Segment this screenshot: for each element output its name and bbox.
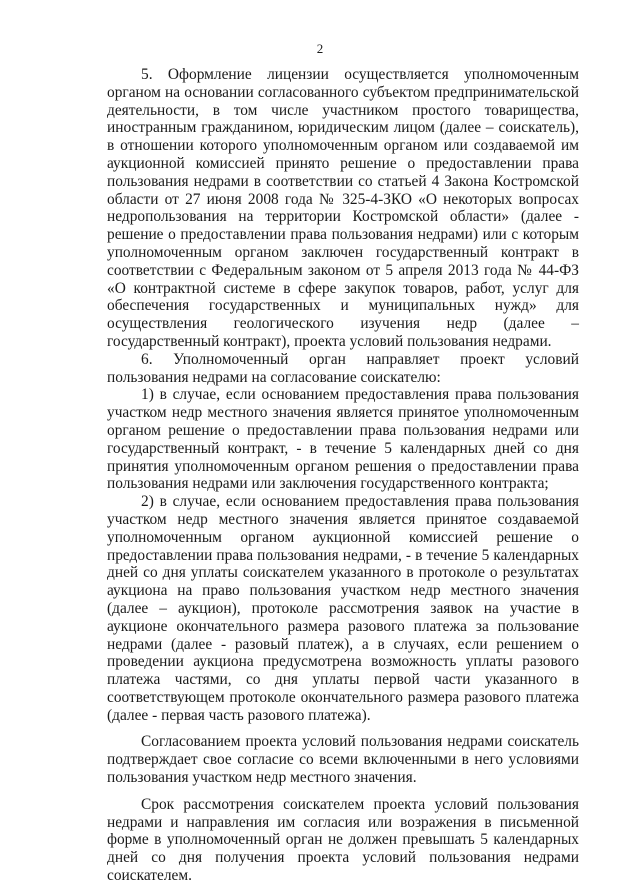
paragraph-item-5: 5. Оформление лицензии осуществляется уполномоченным органом на основании согласованного субъектом предпринимательской деятельности, в том числе участником простого товарищества, иностранным гражданином, юридическим лицом (далее – соискатель), в отношении которого уполномоченным органом или создаваемой им аукционной комиссией принято решение о предоставлении права пользования недрами в соответствии со статьей 4 Закона Костромской области от 27 июня 2008 года № 325-4-ЗКО «О некоторых вопросах недропользования на территории Костромской области» (далее - решение о предоставлении права пользования недрами) или с которым уполномоченным органом заключен государственный контракт в соответствии с Федеральным законом от 5 апреля 2013 года № 44-ФЗ «О контрактной системе в сфере закупок товаров, работ, услуг для обеспечения государственных и муниципальных нужд» для осуществления геологического изучения недр (далее – государственный контракт), проекта условий пользования недрами. <box>107 66 579 350</box>
paragraph-item-6: 6. Уполномоченный орган направляет проект условий пользования недрами на согласование соискателю: <box>107 350 579 386</box>
paragraph-review-period: Срок рассмотрения соискателем проекта условий пользования недрами и направления им согласия или возражения в письменной форме в уполномоченный орган не должен превышать 5 календарных дней со дня получения проекта условий пользования недрами соискателем. <box>107 795 579 885</box>
document-body <box>107 66 579 885</box>
page-number: 2 <box>316 41 324 56</box>
subparagraph-1: 1) в случае, если основанием предоставления права пользования участком недр местного значения является принятое уполномоченным органом решение о предоставлении права пользования недрами или государственный контракт, - в течение 5 календарных дней со дня принятия уполномоченным органом решения о предоставлении права пользования недрами или заключения государственного контракта; <box>107 386 579 493</box>
paragraph-consent: Согласованием проекта условий пользования недрами соискатель подтверждает свое согласие со всеми включенными в него условиями пользования участком недр местного значения. <box>107 733 579 787</box>
subparagraph-2: 2) в случае, если основанием предоставления права пользования участком недр местного значения является принятое создаваемой уполномоченным органом аукционной комиссией решение о предоставлении права пользования недрами, - в течение 5 календарных дней со дня уплаты соискателем указанного в протоколе о результатах аукциона на право пользования участком недр местного значения (далее – аукцион), протоколе рассмотрения заявок на участие в аукционе окончательного размера разового платежа за пользование недрами (далее - разовый платеж), а в случаях, если решением о проведении аукциона предусмотрена возможность уплаты разового платежа частями, со дня уплаты первой части указанного в соответствующем протоколе окончательного размера разового платежа (далее - первая часть разового платежа). <box>107 493 579 724</box>
